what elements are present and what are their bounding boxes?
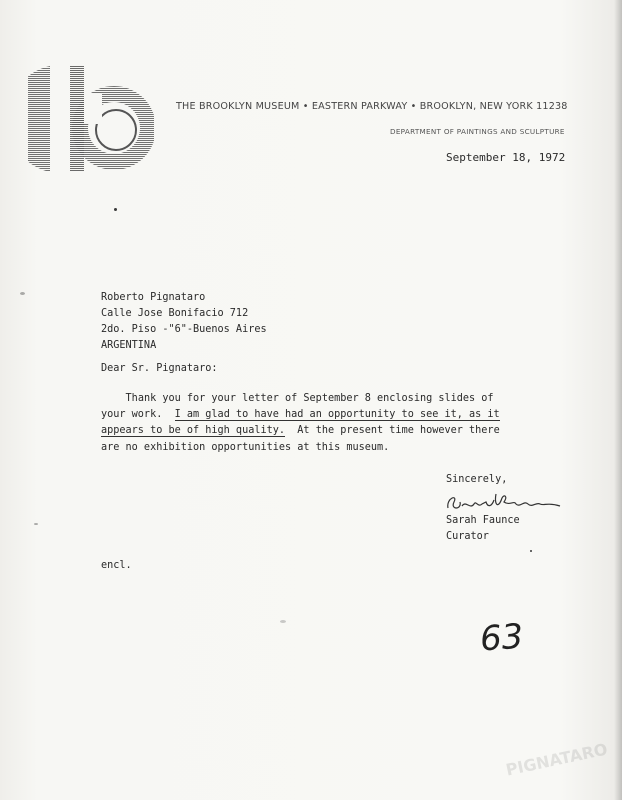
letter-body — [101, 391, 500, 456]
signer-name: Sarah Faunce — [446, 515, 520, 526]
recipient-country: ARGENTINA — [101, 340, 157, 351]
faint-name-stamp: PIGNATARO — [504, 739, 610, 780]
letterhead-address: THE BROOKLYN MUSEUM • EASTERN PARKWAY • BROOKLYN, NEW YORK 11238 — [176, 101, 568, 112]
recipient-floor-city: 2do. Piso -"6"-Buenos Aires — [101, 324, 267, 335]
body-line-1: Thank you for your letter of September 8 enclosing slides of — [125, 393, 494, 404]
paper-speck — [114, 208, 117, 211]
paper-edge-shadow — [614, 0, 622, 800]
brooklyn-museum-logo — [28, 64, 154, 174]
letter-date: September 18, 1972 — [446, 151, 566, 164]
handwritten-page-number: 63 — [478, 616, 525, 660]
paper-speck — [20, 292, 25, 295]
paper-speck — [280, 620, 286, 623]
paper-speck — [530, 550, 532, 552]
paper-speck — [34, 523, 38, 525]
handwritten-signature — [444, 488, 564, 516]
recipient-address — [101, 290, 267, 354]
recipient-street: Calle Jose Bonifacio 712 — [101, 308, 249, 319]
body-line-3-plain: At the present time however there — [297, 425, 500, 437]
salutation: Dear Sr. Pignataro: — [101, 363, 218, 374]
signer-title: Curator — [446, 531, 489, 542]
body-line-2-plain: your work. — [101, 409, 163, 421]
body-line-4: are no exhibition opportunities at this museum. — [101, 441, 390, 453]
department-name: DEPARTMENT OF PAINTINGS AND SCULPTURE — [390, 127, 565, 136]
enclosure-note: encl. — [101, 560, 132, 571]
body-line-2-underlined: I am glad to have had an opportunity to see it, as it — [174, 409, 500, 421]
closing: Sincerely, — [446, 474, 508, 485]
recipient-name: Roberto Pignataro — [101, 292, 206, 303]
body-line-3-underlined: appears to be of high quality. — [101, 425, 286, 437]
